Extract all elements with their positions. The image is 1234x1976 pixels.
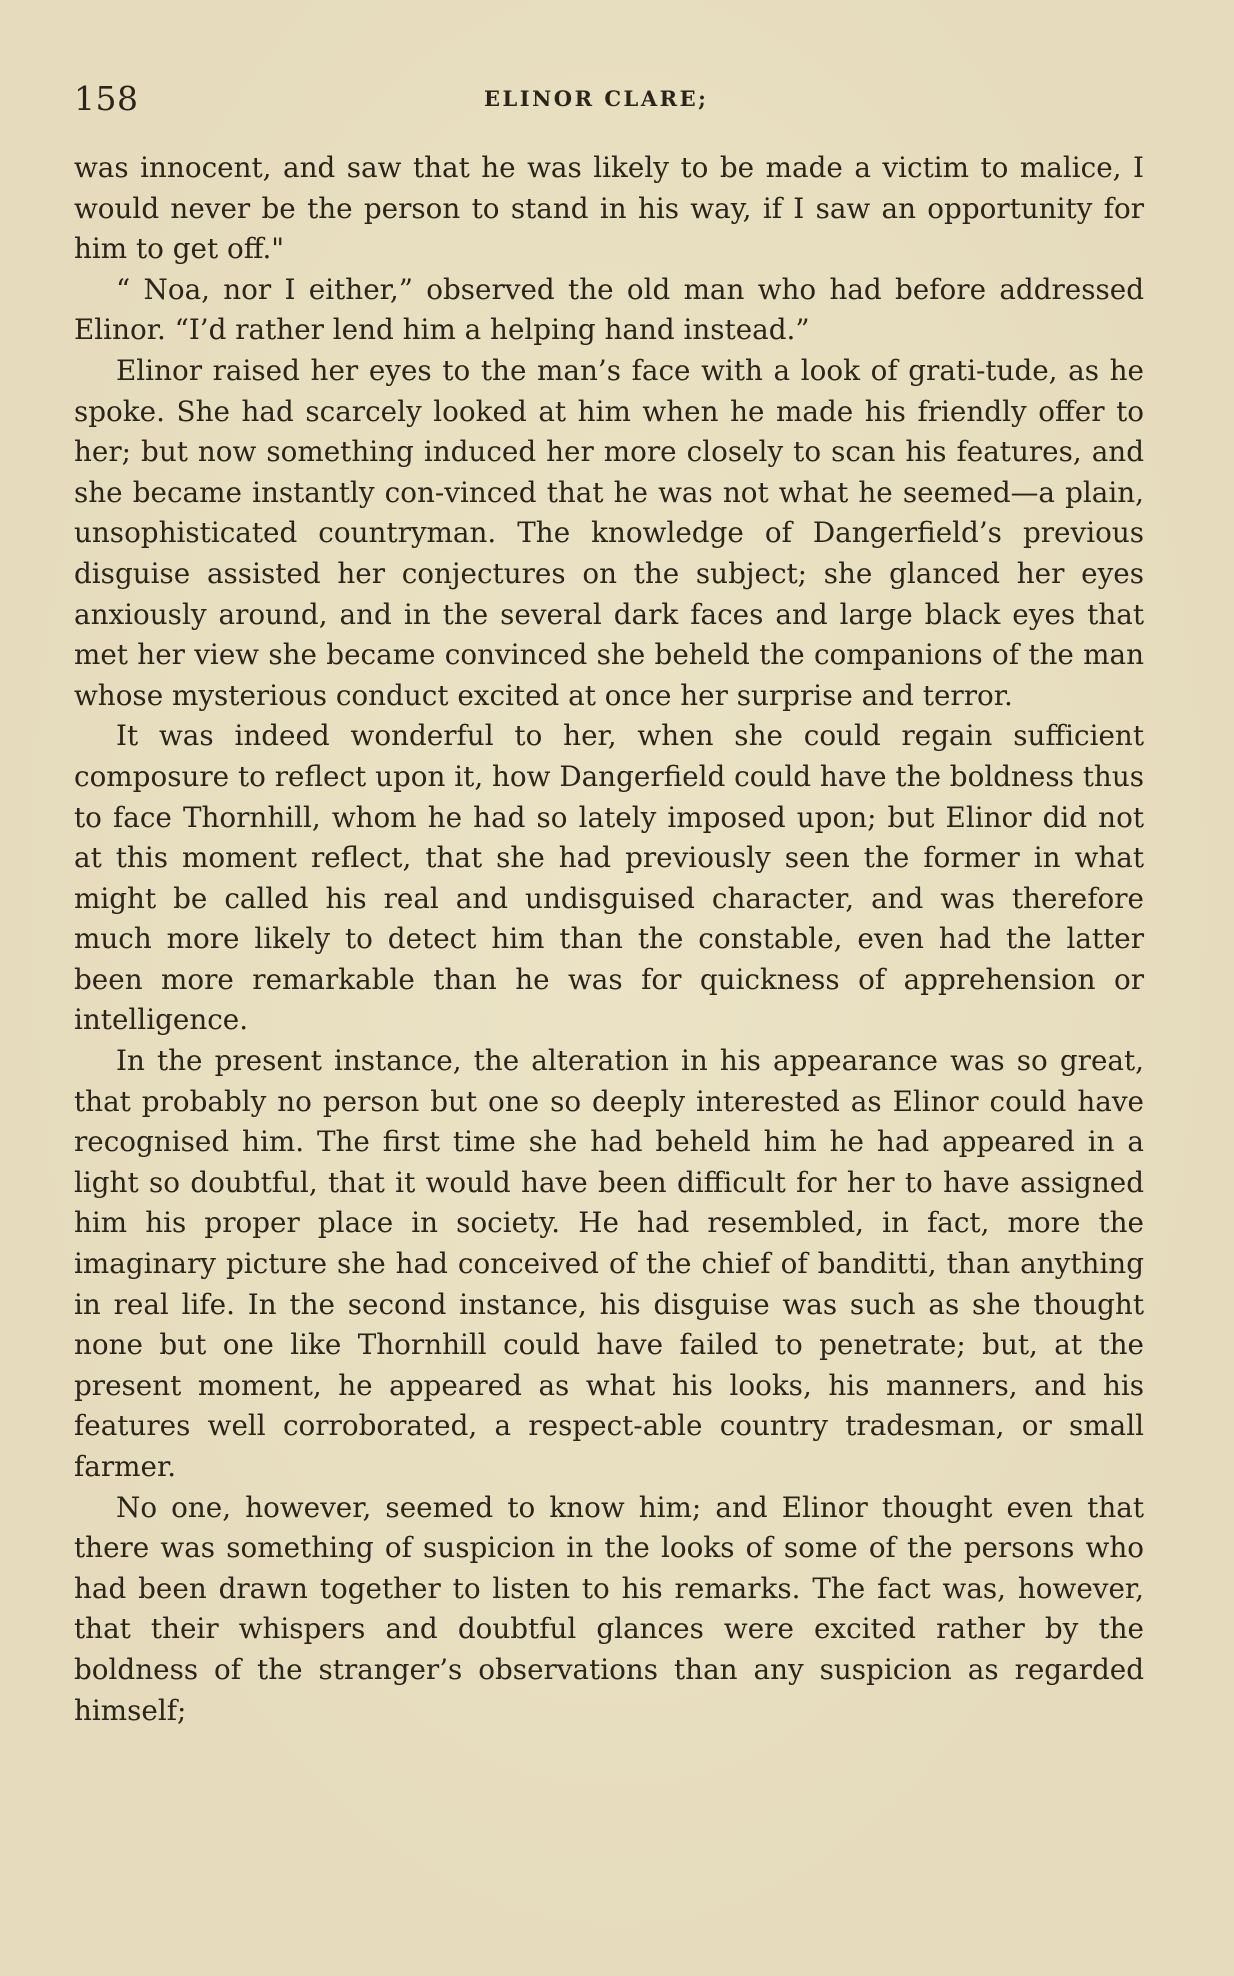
paragraph: Elinor raised her eyes to the man’s face with a look of grati-tude, as he spoke. She had scarcely looked at him when he made his friendly offer to her; but now something induced her more closely to scan his features, and she became instantly con-vinced that he was not what he seemed—a plain, unsophisticated countryman. The knowledge of Dangerfield’s previous disguise assisted her conjectures on the subject; she glanced her eyes anxiously around, and in the several dark faces and large black eyes that met her view she became convinced she beheld the companions of the man whose mysterious conduct excited at once her surprise and terror. — [74, 353, 1144, 712]
paragraph: It was indeed wonderful to her, when she could regain sufficient composure to reflect upon it, how Dangerfield could have the boldness thus to face Thornhill, whom he had so lately imposed upon; but Elinor did not at this moment reflect, that she had previously seen the former in what might be called his real and undisguised character, and was therefore much more likely to detect him than the constable, even had the latter been more remarkable than he was for quickness of apprehension or intelligence. — [74, 719, 1144, 1037]
page-header — [74, 74, 1144, 124]
body-text — [74, 148, 1144, 1731]
page-number: 158 — [74, 79, 139, 118]
paragraph: “ Noa, nor I either,” observed the old man who had before addressed Elinor. “I’d rather lend him a helping hand instead.” — [74, 272, 1144, 347]
paragraph: was innocent, and saw that he was likely to be made a victim to malice, I would never be the person to stand in his way, if I saw an opportunity for him to get off." — [74, 151, 1144, 266]
running-title: ELINOR CLARE; — [484, 86, 709, 111]
paragraph: In the present instance, the alteration in his appearance was so great, that probably no person but one so deeply interested as Elinor could have recognised him. The first time she had beheld him he had appeared in a light so doubtful, that it would have been difficult for her to have assigned him his proper place in society. He had resembled, in fact, more the imaginary picture she had conceived of the chief of banditti, than anything in real life. In the second instance, his disguise was such as she thought none but one like Thornhill could have failed to penetrate; but, at the present moment, he appeared as what his looks, his manners, and his features well corroborated, a respect-able country tradesman, or small farmer. — [74, 1044, 1144, 1483]
paragraph: No one, however, seemed to know him; and Elinor thought even that there was something of suspicion in the looks of some of the persons who had been drawn together to listen to his remarks. The fact was, however, that their whispers and doubtful glances were excited rather by the boldness of the stranger’s observations than any suspicion as regarded himself; — [74, 1490, 1144, 1727]
